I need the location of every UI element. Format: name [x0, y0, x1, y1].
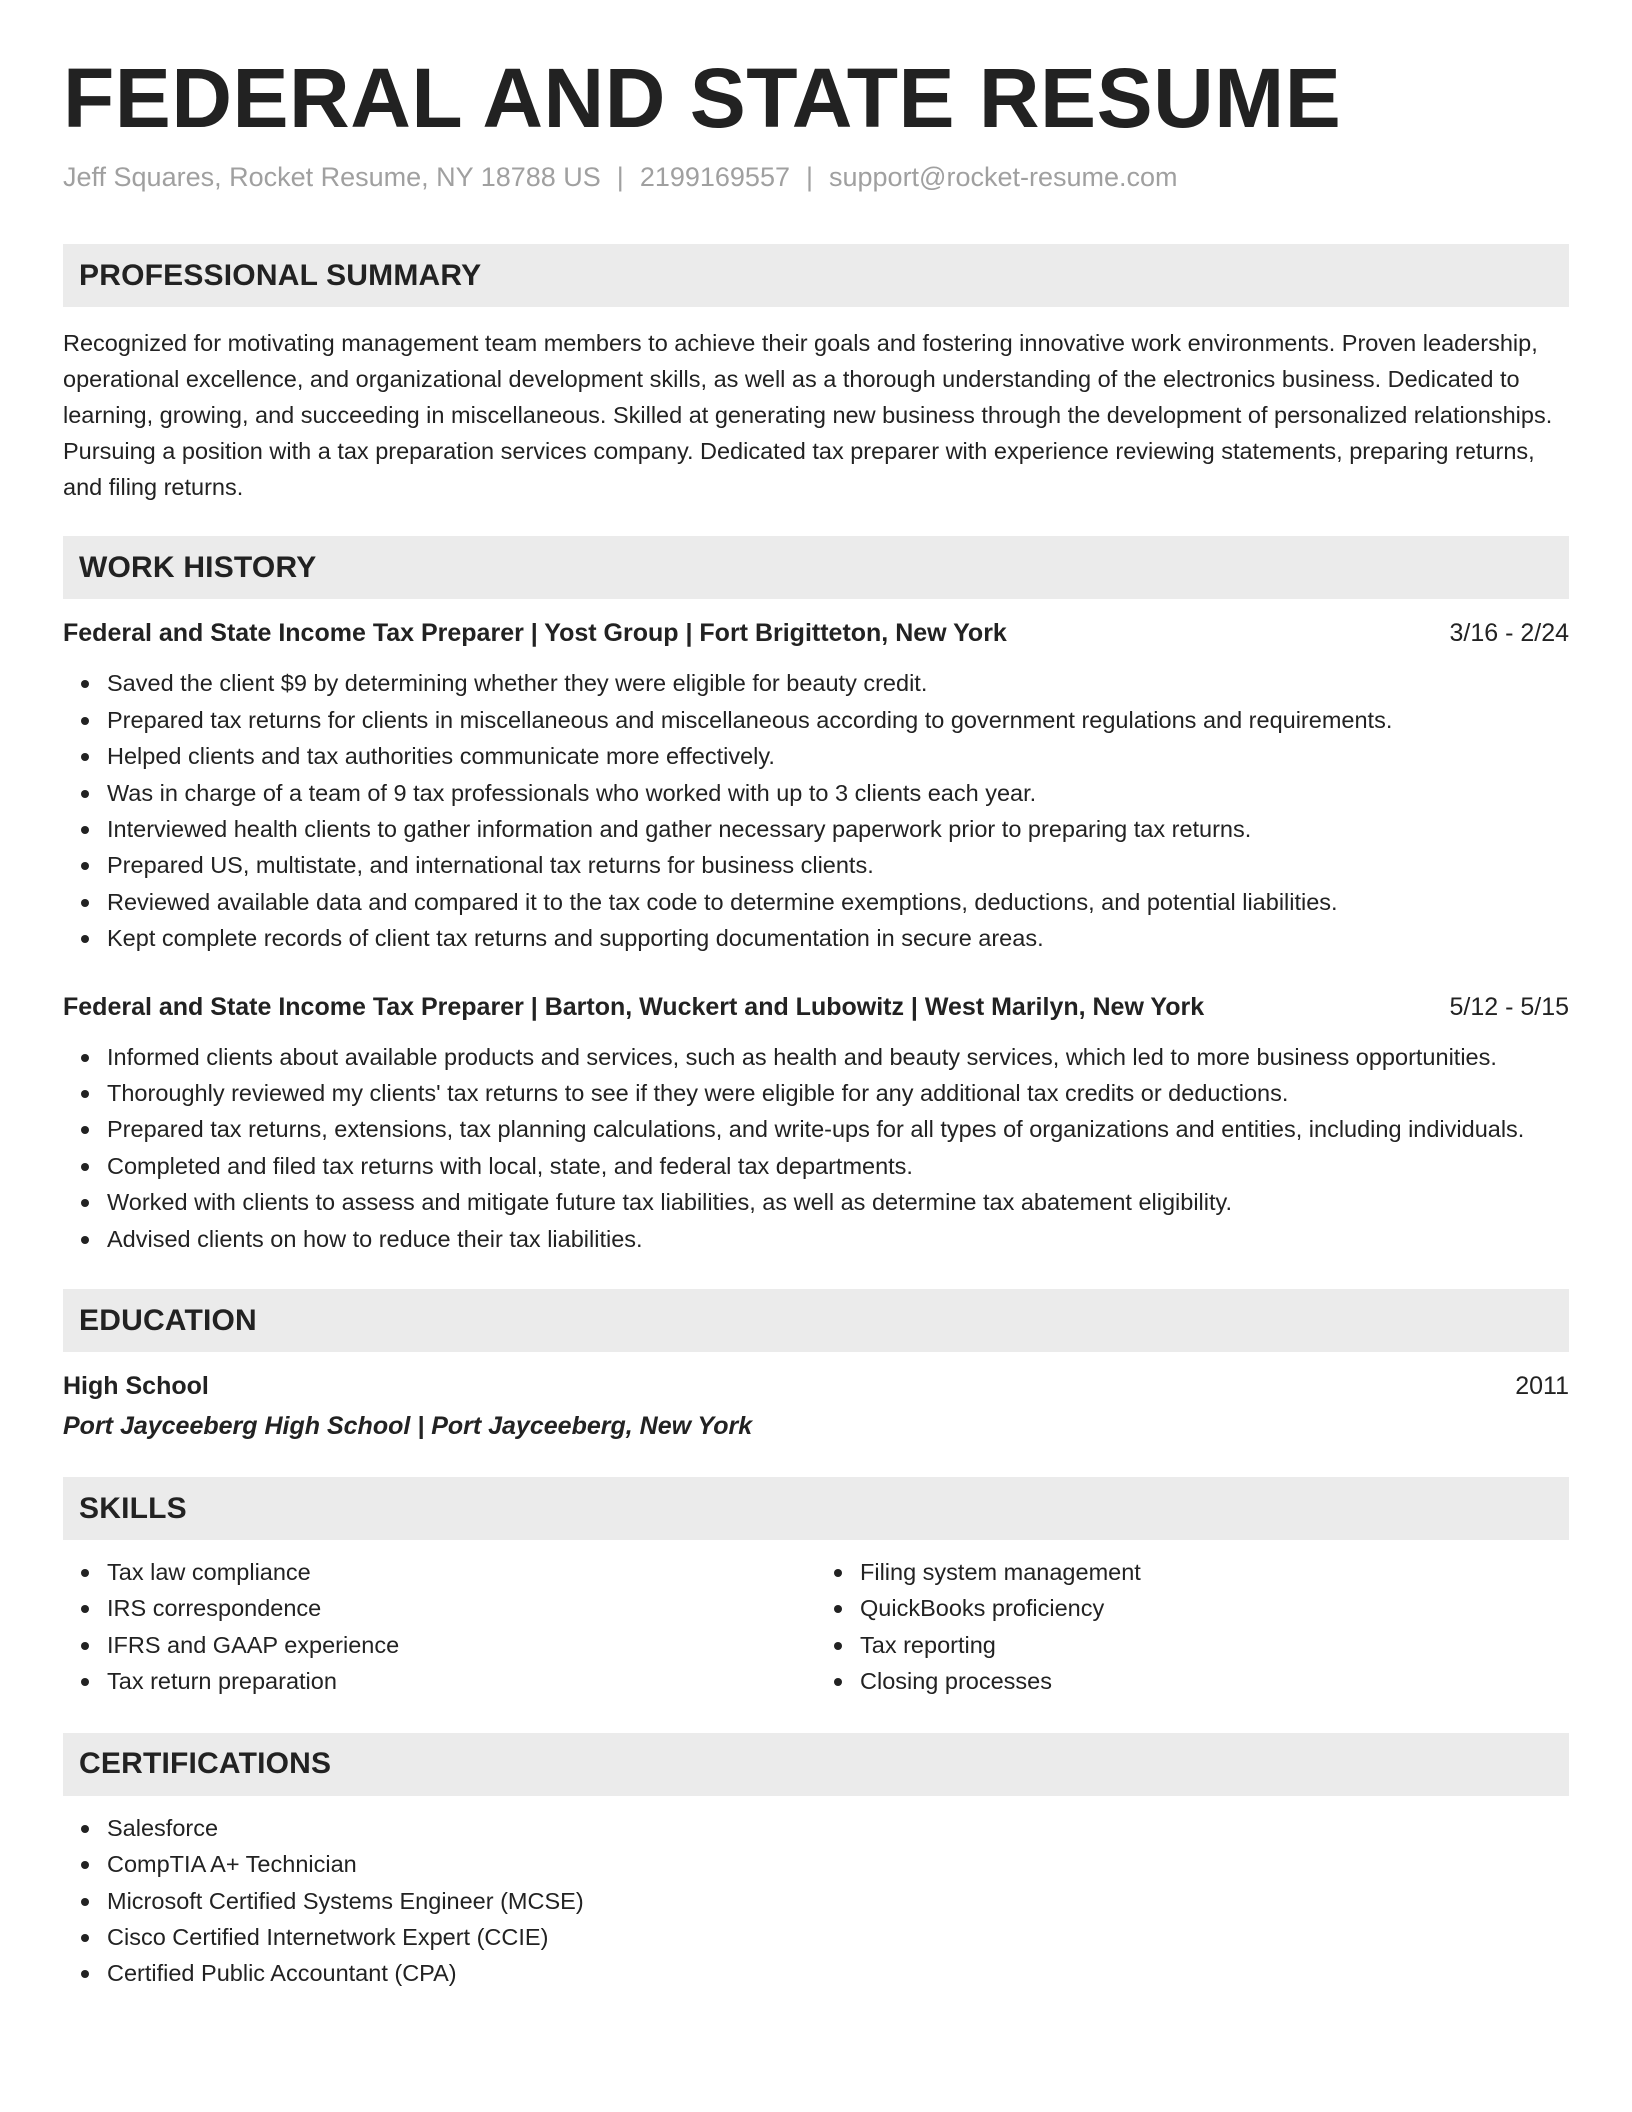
education-year: 2011 [1515, 1372, 1569, 1401]
section-heading-work-history: WORK HISTORY [63, 536, 1569, 599]
list-item: IRS correspondence [107, 1590, 816, 1626]
list-item: Advised clients on how to reduce their tax liabilities. [107, 1221, 1569, 1257]
job-title: Federal and State Income Tax Preparer | Yost Group | Fort Brigitteton, New York [63, 619, 1007, 648]
contact-phone: 2199169557 [639, 162, 790, 193]
list-item: Tax law compliance [107, 1554, 816, 1590]
section-heading-certifications: CERTIFICATIONS [63, 1733, 1569, 1796]
contact-email: support@rocket-resume.com [829, 162, 1178, 193]
contact-address: Jeff Squares, Rocket Resume, NY 18788 US [63, 162, 601, 193]
job-entry [63, 615, 1569, 956]
list-item: Prepared US, multistate, and international tax returns for business clients. [107, 847, 1569, 883]
list-item: Interviewed health clients to gather information and gather necessary paperwork prior to preparing tax returns. [107, 811, 1569, 847]
list-item: Filing system management [860, 1554, 1569, 1590]
job-header [63, 615, 1569, 651]
work-history-section [63, 536, 1569, 1257]
skills-section [63, 1477, 1569, 1700]
summary-section [63, 244, 1569, 505]
contact-separator: | [805, 162, 813, 193]
list-item: Prepared tax returns, extensions, tax planning calculations, and write-ups for all types of organizations and entities, including individuals. [107, 1111, 1569, 1147]
list-item: Microsoft Certified Systems Engineer (MCSE) [107, 1883, 1569, 1919]
job-dates: 3/16 - 2/24 [1449, 619, 1569, 648]
list-item: Kept complete records of client tax returns and supporting documentation in secure areas. [107, 920, 1569, 956]
list-item: QuickBooks proficiency [860, 1590, 1569, 1626]
list-item: Worked with clients to assess and mitigate future tax liabilities, as well as determine tax abatement eligibility. [107, 1184, 1569, 1220]
list-item: Completed and filed tax returns with local, state, and federal tax departments. [107, 1148, 1569, 1184]
list-item: Was in charge of a team of 9 tax professionals who worked with up to 3 clients each year. [107, 775, 1569, 811]
list-item: IFRS and GAAP experience [107, 1627, 816, 1663]
education-header [63, 1368, 1569, 1404]
summary-text: Recognized for motivating management team members to achieve their goals and fostering innovative work environments. Proven leadership, operational excellence, and organizational development skills, as well as a thorough understanding of the electronics business. Dedicated to learning, growing, and succeeding in miscellaneous. Skilled at generating new business through the development of personalized relationships. Pursuing a position with a tax preparation services company. Dedicated tax preparer with experience reviewing statements, preparing returns, and filing returns. [63, 330, 1553, 501]
list-item: Thoroughly reviewed my clients' tax returns to see if they were eligible for any additional tax credits or deductions. [107, 1075, 1569, 1111]
job-title: Federal and State Income Tax Preparer | Barton, Wuckert and Lubowitz | West Marilyn, New York [63, 992, 1205, 1021]
list-item: Closing processes [860, 1663, 1569, 1699]
education-school: Port Jayceeberg High School | Port Jayceeberg, New York [63, 1412, 753, 1441]
skills-grid [63, 1554, 1569, 1700]
list-item: Tax return preparation [107, 1663, 816, 1699]
list-item: Informed clients about available products and services, such as health and beauty services, which led to more business opportunities. [107, 1039, 1569, 1075]
certifications-section [63, 1733, 1569, 1992]
section-heading-summary: PROFESSIONAL SUMMARY [63, 244, 1569, 307]
education-degree: High School [63, 1372, 209, 1401]
list-item: Salesforce [107, 1810, 1569, 1846]
education-section [63, 1289, 1569, 1444]
resume-name-title: FEDERAL AND STATE RESUME [63, 51, 1342, 145]
job-dates: 5/12 - 5/15 [1449, 992, 1569, 1021]
job-bullets [63, 1039, 1569, 1257]
job-header [63, 989, 1569, 1025]
list-item: Helped clients and tax authorities communicate more effectively. [107, 738, 1569, 774]
list-item: Reviewed available data and compared it to the tax code to determine exemptions, deductions, and potential liabilities. [107, 884, 1569, 920]
section-heading-skills: SKILLS [63, 1477, 1569, 1540]
list-item: Certified Public Accountant (CPA) [107, 1955, 1569, 1991]
list-item: Tax reporting [860, 1627, 1569, 1663]
job-entry [63, 989, 1569, 1257]
section-heading-education: EDUCATION [63, 1289, 1569, 1352]
certifications-list [63, 1810, 1569, 1992]
list-item: CompTIA A+ Technician [107, 1846, 1569, 1882]
list-item: Prepared tax returns for clients in miscellaneous and miscellaneous according to government regulations and requirements. [107, 702, 1569, 738]
contact-separator: | [616, 162, 624, 193]
skills-column-left [63, 1554, 816, 1700]
skills-column-right [816, 1554, 1569, 1700]
list-item: Saved the client $9 by determining whether they were eligible for beauty credit. [107, 665, 1569, 701]
job-bullets [63, 665, 1569, 956]
contact-line [63, 162, 1569, 193]
list-item: Cisco Certified Internetwork Expert (CCIE) [107, 1919, 1569, 1955]
